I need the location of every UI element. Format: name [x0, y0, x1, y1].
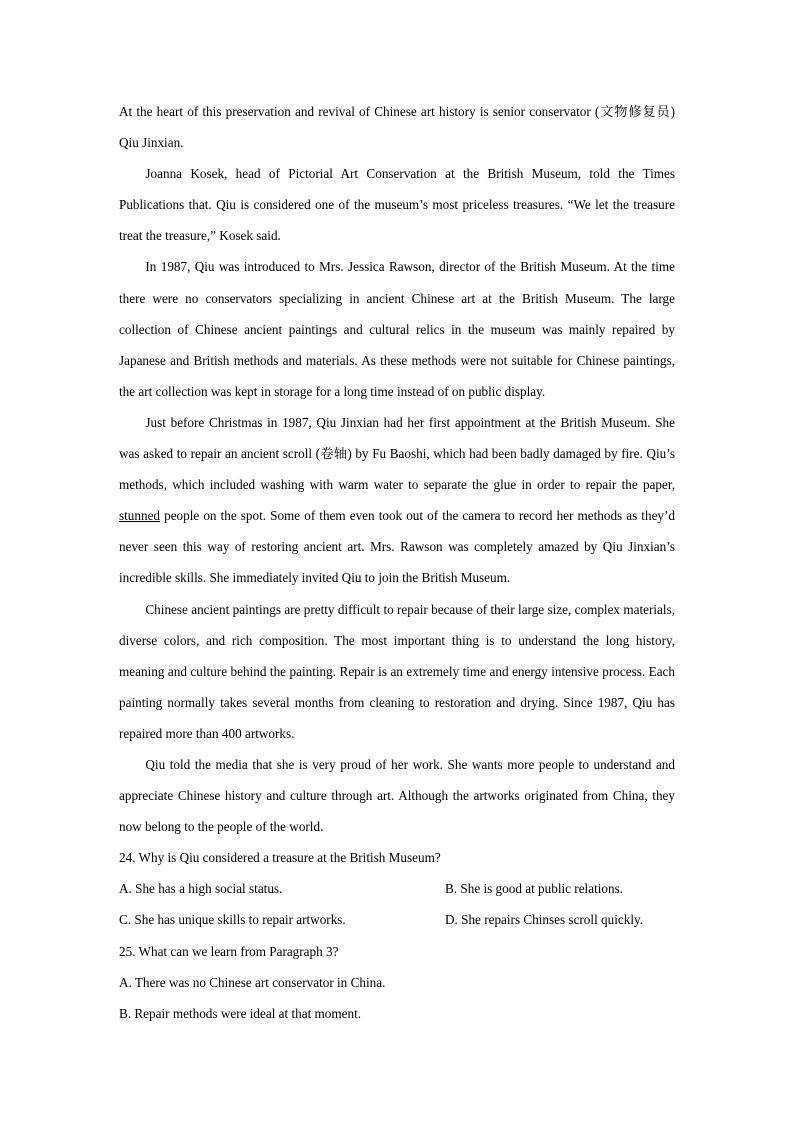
question-25-option-b: B. Repair methods were ideal at that moment.: [119, 1005, 362, 1021]
passage-text: [119, 96, 675, 1029]
question-24-option-b: B. She is good at public relations.: [445, 881, 624, 897]
question-24-option-a: A. She has a high social status.: [119, 881, 283, 897]
question-25-stem: 25. What can we learn from Paragraph 3?: [119, 943, 339, 959]
question-24-option-d: D. She repairs Chinses scroll quickly.: [445, 912, 644, 928]
question-24-option-c: C. She has unique skills to repair artworks.: [119, 912, 346, 928]
question-24-options: [119, 873, 675, 935]
paragraph-4: [119, 407, 675, 594]
underlined-word: stunned: [119, 508, 161, 524]
paragraph-4-text-before: Just before Christmas in 1987, Qiu Jinxian had her first appointment at the British Museum. She was asked to repair an ancient scroll (卷轴) by Fu Baoshi, which had been badly damaged by fire. Qiu’s methods, which included washing with warm water to separate the glue in order to repair the paper,: [119, 414, 675, 493]
question-25-options: [119, 967, 675, 1029]
paragraph-6: Qiu told the media that she is very proud of her work. She wants more people to understand and appreciate Chinese history and culture through art. Although the artworks originated from China, they now belong to the people of the world.: [119, 756, 675, 835]
question-25-option-a: A. There was no Chinese art conservator in China.: [119, 974, 386, 990]
paragraph-2: Joanna Kosek, head of Pictorial Art Conservation at the British Museum, told the Times Publications that. Qiu is considered one of the museum’s most priceless treasures. “We let the treasure treat the treasure,” Kosek said.: [119, 166, 675, 244]
paragraph-1: At the heart of this preservation and revival of Chinese art history is senior conservator (文物修复员) Qiu Jinxian.: [119, 104, 675, 151]
paragraph-5: Chinese ancient paintings are pretty difficult to repair because of their large size, complex materials, diverse colors, and rich composition. The most important thing is to understand the long history, meaning and culture behind the painting. Repair is an extremely time and energy intensive process. Each painting normally takes several months from cleaning to restoration and drying. Since 1987, Qiu has repaired more than 400 artworks.: [119, 601, 675, 741]
question-24-stem: 24. Why is Qiu considered a treasure at the British Museum?: [119, 850, 441, 866]
paragraph-3: In 1987, Qiu was introduced to Mrs. Jessica Rawson, director of the British Museum. At the time there were no conservators specializing in ancient Chinese art at the British Museum. The large collection of Chinese ancient paintings and cultural relics in the museum was mainly repaired by Japanese and British methods and materials. As these methods were not suitable for Chinese paintings, the art collection was kept in storage for a long time instead of on public display.: [119, 259, 675, 399]
paragraph-4-text-after: people on the spot. Some of them even took out of the camera to record her methods as they’d never seen this way of restoring ancient art. Mrs. Rawson was completely amazed by Qiu Jinxian’s incredible skills. She immediately invited Qiu to join the British Museum.: [119, 508, 675, 586]
